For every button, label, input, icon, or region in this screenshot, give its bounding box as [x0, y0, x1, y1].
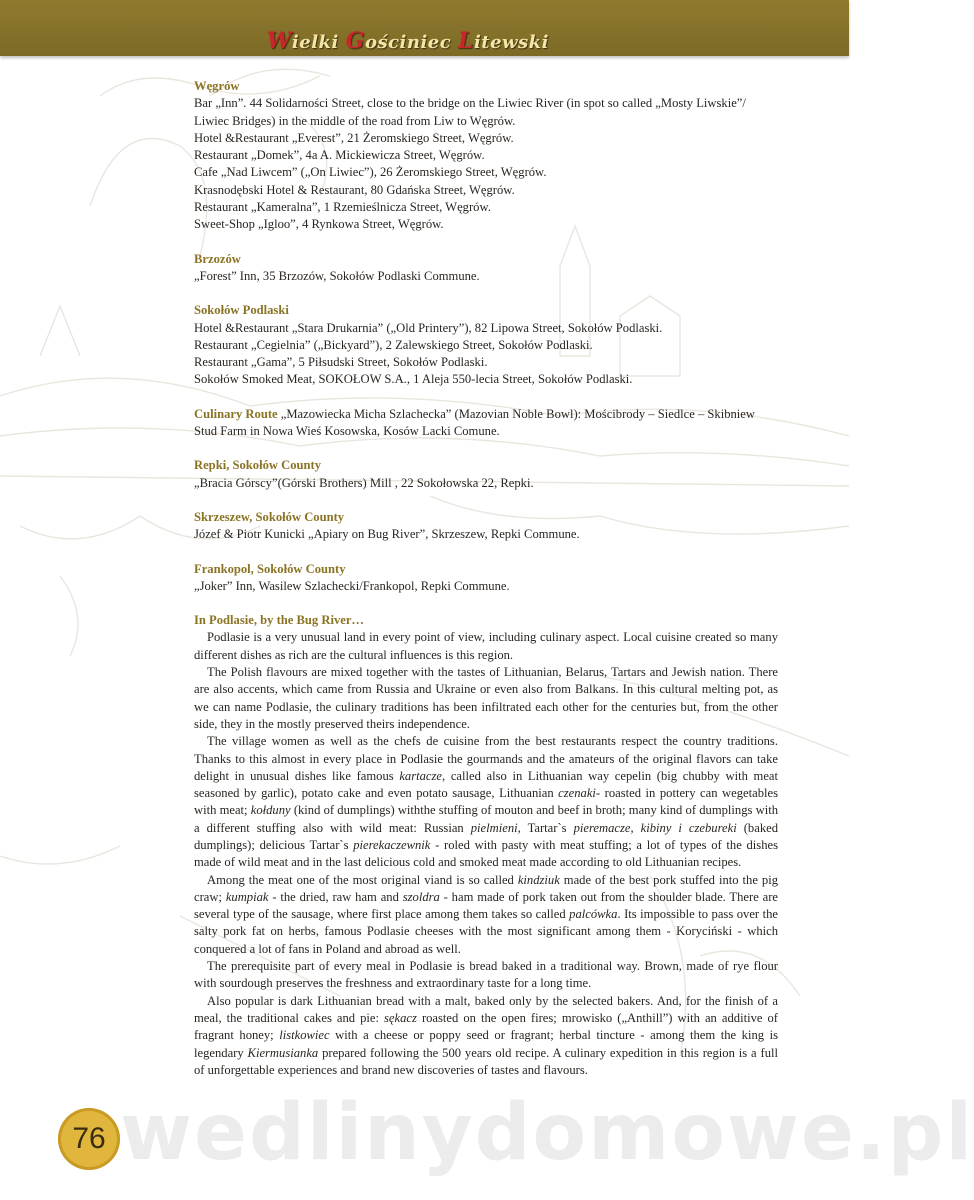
culinary-route [194, 406, 778, 441]
paragraph-text: with a cheese or poppy seed or fragrant; herbal tincture - among them the king is legendary [194, 1028, 778, 1060]
listing-section [194, 561, 778, 596]
paragraph-text: The prerequisite part of every meal in Podlasie is bread baked in a traditional way. Brown, made of rye flour with sourdough preserves the freshness and extraordinary taste for a long time. [194, 959, 778, 991]
listing-line: „Joker” Inn, Wasilew Szlachecki/Frankopol, Repki Commune. [194, 578, 510, 593]
essay [194, 612, 778, 1079]
page-number: 76 [58, 1108, 120, 1170]
listing-line: Bar „Inn”. 44 Solidarności Street, close to the bridge on the Liwiec River (in spot so called „Mosty Liwskie”/ Liwiec Bridges) in the middle of the road from Liw to Węgrów. [194, 96, 746, 128]
paragraph-text: - the dried, raw ham and [268, 889, 403, 904]
listing-line: Krasnodębski Hotel & Restaurant, 80 Gdańska Street, Węgrów. [194, 182, 515, 197]
paragraph-text: - roled with pasty with meat stuffing; a lot of types of the dishes made of wild meat and in the last delicious cold and smoked meat made according to old Lithuanian recipes. [194, 837, 778, 870]
listing-line: Restaurant „Kameralna”, 1 Rzemieślnicza Street, Węgrów. [194, 200, 491, 215]
listing-line: Sokołów Smoked Meat, SOKOŁOW S.A., 1 Aleja 550-lecia Street, Sokołów Podlaski. [194, 372, 633, 387]
listing-section [194, 251, 778, 286]
header-title-word: ielki [291, 32, 346, 53]
section-heading: Frankopol, Sokołów County [194, 561, 346, 576]
paragraph-text: The Polish flavours are mixed together with the tastes of Lithuanian, Belarus, Tartars and Jewish nation. There are also accents, which came from Russia and Ukraine or even also from Balkans. In this cultural melting pot, as we can name Podlasie, the culinary traditions has been infiltrated each other for the centuries but, from the other side, they in the mostly preserved theirs independence. [194, 665, 778, 731]
listing-section [194, 509, 778, 544]
dish-name: kindziuk [517, 872, 560, 887]
listing-line: Hotel &Restaurant „Stara Drukarnia” („Old Printery”), 82 Lipowa Street, Sokołów Podlaski. [194, 320, 663, 335]
dish-name: kołduny [250, 803, 291, 818]
paragraph-text: prepared following the 500 years old recipe. A culinary expedition in this region is a full of unforgettable experiences and brand new discoveries of tastes and flavours. [194, 1045, 778, 1077]
listing-section [194, 457, 778, 492]
listing-section [194, 78, 778, 234]
paragraph-text: . Its impossible to pass over the salty pork fat on herbs, famous Podlasie cheeses with the most significant among them - Koryciński - which conquered a lot of fans in Poland and abroad as well. [194, 907, 778, 956]
essay-heading: In Podlasie, by the Bug River… [194, 613, 365, 628]
paragraph-text: , Tartar`s [517, 820, 574, 835]
listing-line: Sweet-Shop „Igloo”, 4 Rynkowa Street, Węgrów. [194, 217, 444, 232]
culinary-route-lead: Culinary Route [194, 406, 278, 421]
culinary-route-text: „Mazowiecka Micha Szlachecka” (Mazovian Noble Bowl): Mościbrody – Siedlce – Skibniew Stud Farm in Nowa Wieś Kosowska, Kosów Lacki Comune. [194, 406, 755, 439]
section-heading: Węgrów [194, 79, 240, 93]
header-title-initial: L [457, 28, 474, 54]
essay-paragraph [194, 664, 778, 733]
dish-name: listkowiec [279, 1028, 330, 1043]
dish-name: szoldra [402, 889, 440, 904]
section-heading: Repki, Sokołów County [194, 458, 322, 473]
essay-paragraph [194, 993, 778, 1079]
main-content [194, 78, 778, 1079]
header-title-word: itewski [473, 32, 549, 53]
paragraph-text: Podlasie is a very unusual land in every point of view, including culinary aspect. Local cuisine created so many different dishes as rich are the cultural influences is this region. [194, 630, 778, 662]
listing-section [194, 302, 778, 388]
paragraph-text: - ham made of pork taken out from the shoulder blade. There are several type of the sausage, where first place among them takes so called [194, 889, 778, 922]
paragraph-text: Among the meat one of the most original viand is so called [207, 872, 518, 887]
paragraph-text: (baked dumplings); delicious Tartar`s [194, 820, 779, 852]
listing-line: „Bracia Górscy”(Górski Brothers) Mill , 22 Sokołowska 22, Repki. [194, 475, 534, 490]
header-title-initial: G [345, 28, 365, 54]
dish-name: Kiermusianka [247, 1045, 319, 1060]
paragraph-text: roasted on the open fires; mrowisko („Anthill”) with an additive of fragrant honey; [194, 1010, 778, 1043]
paragraph-text: (kind of dumplings) withthe stuffing of mouton and beef in broth; many kind of dumplings with a different stuffing also with wild meat: Russian [194, 803, 778, 835]
paragraph-text: made of the best pork stuffed into the pig craw; [194, 872, 779, 904]
listing-line: Józef & Piotr Kunicki „Apiary on Bug River”, Skrzeszew, Repki Commune. [194, 527, 580, 542]
dish-name: kumpiak [225, 889, 269, 904]
listing-line: Restaurant „Cegielnia” („Bickyard”), 2 Zalewskiego Street, Sokołów Podlaski. [194, 337, 593, 352]
dish-name: pierekaczewnik [353, 837, 431, 852]
dish-name: sękacz [384, 1010, 417, 1025]
header-title [267, 28, 549, 54]
listing-line: Restaurant „Gama”, 5 Piłsudski Street, Sokołów Podlaski. [194, 355, 488, 370]
watermark: wedlinydomowe.pl [120, 1088, 974, 1178]
paragraph-text: , called also in Lithuanian way cepelin (big chubby with meat seasoned by garlic), potato cake and even potato sausage, Lithuanian [194, 768, 778, 801]
essay-paragraph [194, 872, 778, 958]
header-title-word: ościniec [364, 32, 458, 53]
listing-line: Hotel &Restaurant „Everest”, 21 Żeromskiego Street, Węgrów. [194, 130, 514, 145]
header-band [0, 0, 849, 56]
header-title-initial: W [266, 28, 292, 54]
paragraph-text: Also popular is dark Lithuanian bread with a malt, baked only by the selected bakers. And, for the finish of a meal, the traditional cakes and pie: [194, 993, 778, 1025]
dish-name: czenaki [558, 786, 596, 801]
essay-paragraph [194, 629, 778, 664]
dish-name: pieremacze, kibiny i czebureki [573, 820, 737, 835]
section-heading: Skrzeszew, Sokołów County [194, 509, 345, 524]
section-heading: Sokołów Podlaski [194, 303, 289, 318]
dish-name: kartacze [399, 768, 443, 783]
essay-paragraph [194, 733, 778, 871]
section-heading: Brzozów [194, 251, 241, 266]
dish-name: pielmieni [470, 820, 518, 835]
paragraph-text: - roasted in pottery can wegetables with meat; [194, 786, 778, 818]
listing-line: Cafe „Nad Liwcem” („On Liwiec”), 26 Żeromskiego Street, Węgrów. [194, 165, 547, 180]
dish-name: palcówka [569, 907, 618, 922]
essay-paragraph [194, 958, 778, 993]
paragraph-text: The village women as well as the chefs de cuisine from the best restaurants respect the country traditions. Thanks to this almost in every place in Podlasie the gourmands and the amateurs of the original flavors can take delight in unusual dishes like famous [194, 734, 778, 783]
listing-line: Restaurant „Domek”, 4a A. Mickiewicza Street, Węgrów. [194, 148, 485, 163]
listing-line: „Forest” Inn, 35 Brzozów, Sokołów Podlaski Commune. [194, 268, 480, 283]
